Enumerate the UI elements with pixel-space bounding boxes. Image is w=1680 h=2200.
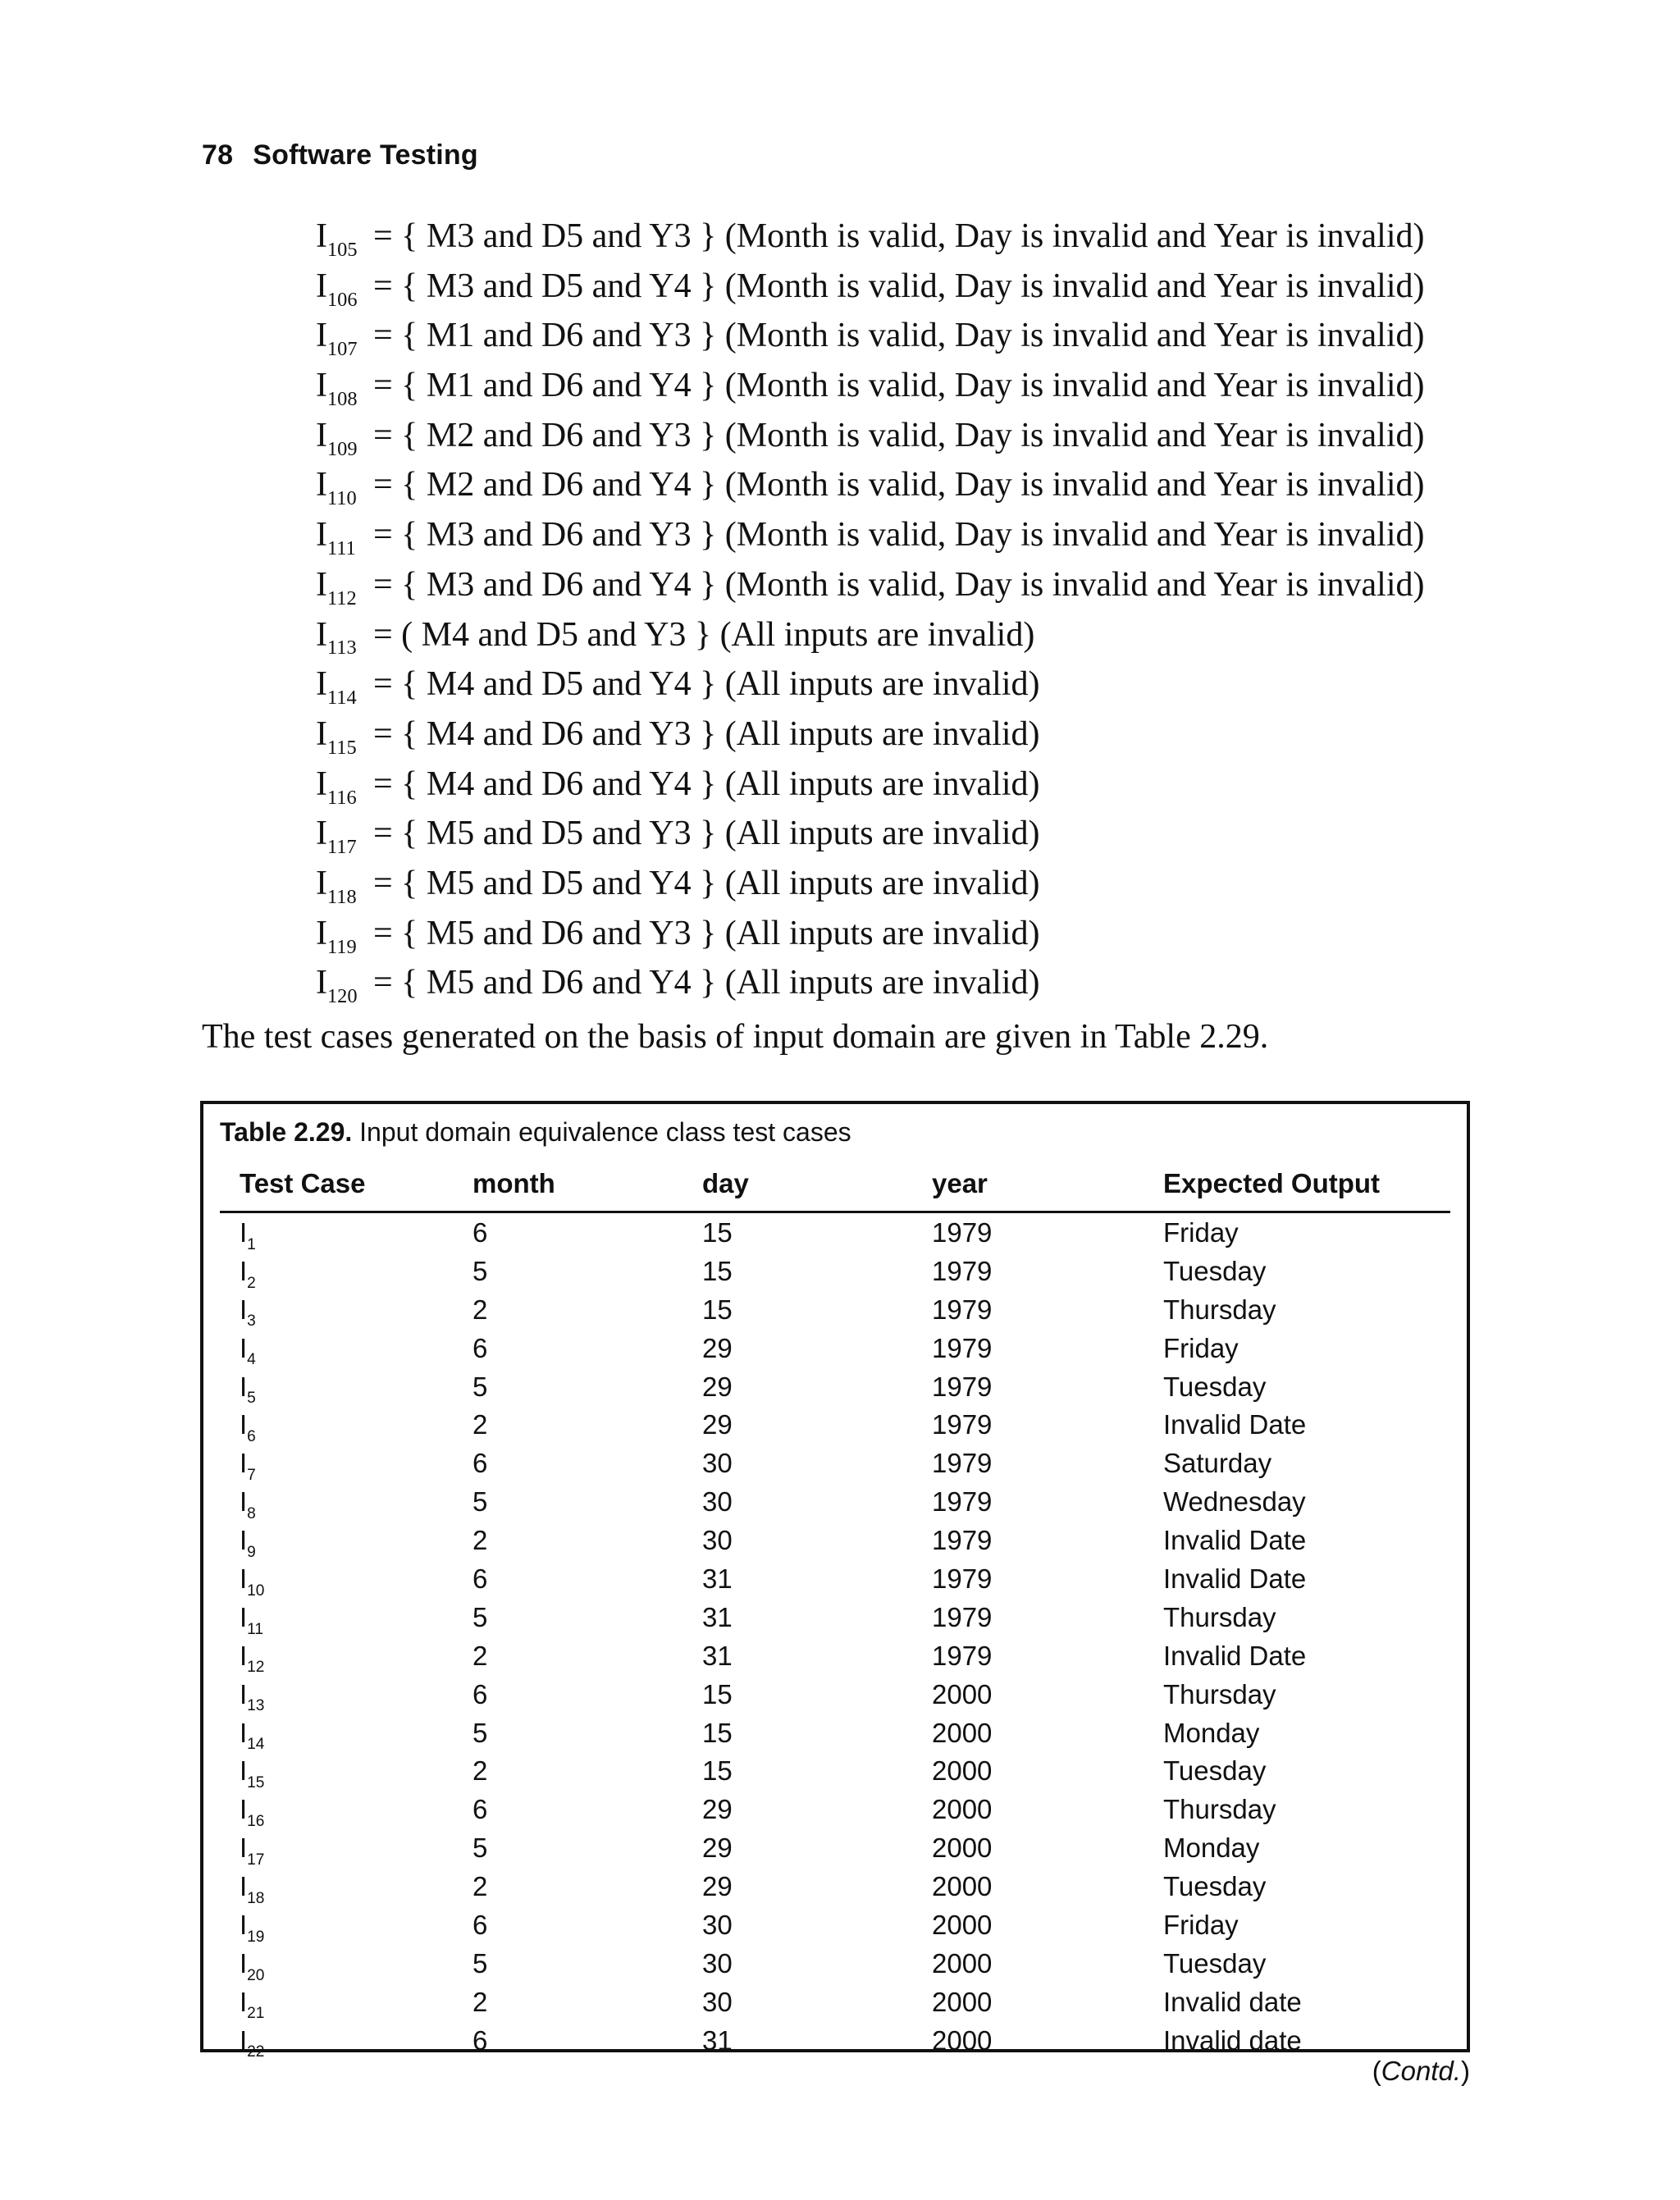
cell-month: 5 — [472, 1371, 488, 1402]
cell-expected-output: Friday — [1163, 1217, 1239, 1248]
definition-line: I110 = { M2 and D6 and Y4 } (Month is valid, Day is invalid and Year is invalid) — [316, 466, 1425, 510]
cell-expected-output: Invalid Date — [1163, 1525, 1307, 1556]
cell-day: 31 — [702, 2024, 733, 2056]
table-row — [220, 1446, 1450, 1485]
table-body — [220, 1216, 1450, 2062]
definition-label: I — [316, 765, 327, 803]
table-row — [220, 1408, 1450, 1446]
cell-expected-output: Tuesday — [1163, 1871, 1267, 1902]
cell-expected-output: Friday — [1163, 1332, 1239, 1363]
cell-test-case: $I_1$ — [240, 1217, 256, 1253]
column-header-year: year — [932, 1168, 988, 1198]
cell-year: 1979 — [932, 1601, 993, 1632]
table-row — [220, 1831, 1450, 1869]
table-row — [220, 1562, 1450, 1600]
cell-test-case: $I_7$ — [240, 1448, 256, 1484]
cell-expected-output: Thursday — [1163, 1601, 1276, 1632]
table-row — [220, 1523, 1450, 1562]
definition-expression: = { M4 and D6 and Y3 } (All inputs are invalid) — [373, 714, 1040, 753]
definition-expression: = { M3 and D6 and Y4 } (Month is valid, Day is invalid and Year is invalid) — [373, 565, 1425, 604]
definition-expression: = { M5 and D6 and Y3 } (All inputs are invalid) — [373, 914, 1040, 952]
cell-month: 5 — [472, 1947, 488, 1979]
body-paragraph: The test cases generated on the basis of input domain are given in Table 2.29. — [202, 1018, 1269, 1056]
cell-year: 1979 — [932, 1294, 993, 1325]
cell-year: 1979 — [932, 1217, 993, 1248]
cell-expected-output: Tuesday — [1163, 1255, 1267, 1286]
page-number: 78 — [202, 139, 234, 171]
definition-expression: = ( M4 and D5 and Y3 } (All inputs are invalid) — [373, 615, 1035, 654]
definition-label: I — [316, 217, 327, 255]
cell-month: 2 — [472, 1640, 488, 1671]
definition-line: I116 = { M4 and D6 and Y4 } (All inputs are invalid) — [316, 765, 1040, 809]
cell-expected-output: Saturday — [1163, 1448, 1272, 1479]
table-row — [220, 1677, 1450, 1716]
definition-line: I120 = { M5 and D6 and Y4 } (All inputs are invalid) — [316, 964, 1040, 1008]
cell-test-case: $I_3$ — [240, 1294, 256, 1330]
definition-label: I — [316, 367, 327, 405]
table-row — [220, 1985, 1450, 2024]
cell-year: 2000 — [932, 1947, 993, 1979]
cell-month: 5 — [472, 1717, 488, 1748]
cell-expected-output: Monday — [1163, 1717, 1260, 1748]
definition-label: I — [316, 914, 327, 952]
cell-test-case: $I_{12}$ — [240, 1640, 265, 1677]
table-caption — [220, 1117, 851, 1148]
cell-day: 15 — [702, 1717, 733, 1748]
cell-test-case: $I_{19}$ — [240, 1910, 265, 1946]
definition-expression: = { M3 and D5 and Y4 } (Month is valid, Day is invalid and Year is invalid) — [373, 267, 1425, 305]
table-row — [220, 1947, 1450, 1985]
definition-line: I107 = { M1 and D6 and Y3 } (Month is valid, Day is invalid and Year is invalid) — [316, 317, 1425, 361]
definition-expression: = { M3 and D6 and Y3 } (Month is valid, Day is invalid and Year is invalid) — [373, 516, 1425, 555]
table-caption-text: Input domain equivalence class test cases — [352, 1117, 851, 1147]
definition-line: I114 = { M4 and D5 and Y4 } (All inputs are invalid) — [316, 665, 1040, 710]
definition-line: I112 = { M3 and D6 and Y4 } (Month is valid, Day is invalid and Year is invalid) — [316, 565, 1425, 609]
cell-day: 15 — [702, 1255, 733, 1286]
cell-test-case: $I_6$ — [240, 1409, 256, 1446]
table-row — [220, 1869, 1450, 1908]
column-header-month: month — [472, 1168, 555, 1198]
definition-line: I119 = { M5 and D6 and Y3 } (All inputs are invalid) — [316, 914, 1040, 958]
cell-day: 30 — [702, 1448, 733, 1479]
table-row — [220, 1370, 1450, 1408]
cell-day: 29 — [702, 1794, 733, 1825]
cell-year: 2000 — [932, 2024, 993, 2056]
cell-expected-output: Thursday — [1163, 1678, 1276, 1709]
definition-line: I106 = { M3 and D5 and Y4 } (Month is valid, Day is invalid and Year is invalid) — [316, 267, 1425, 311]
definition-line: I117 = { M5 and D5 and Y3 } (All inputs are invalid) — [316, 815, 1040, 859]
column-header-expected-output: Expected Output — [1163, 1168, 1381, 1198]
cell-year: 1979 — [932, 1640, 993, 1671]
cell-month: 5 — [472, 1601, 488, 1632]
definition-line: I113 = ( M4 and D5 and Y3 } (All inputs are invalid) — [316, 615, 1035, 660]
cell-day: 29 — [702, 1833, 733, 1864]
cell-test-case: $I_{20}$ — [240, 1947, 265, 1984]
definition-line: I118 = { M5 and D5 and Y4 } (All inputs are invalid) — [316, 864, 1040, 908]
cell-expected-output: Monday — [1163, 1833, 1260, 1864]
cell-test-case: $I_8$ — [240, 1486, 256, 1522]
definition-expression: = { M1 and D6 and Y4 } (Month is valid, Day is invalid and Year is invalid) — [373, 367, 1425, 405]
cell-year: 2000 — [932, 1794, 993, 1825]
cell-year: 2000 — [932, 1833, 993, 1864]
definition-line: I109 = { M2 and D6 and Y3 } (Month is valid, Day is invalid and Year is invalid) — [316, 416, 1425, 460]
cell-test-case: $I_4$ — [240, 1332, 256, 1369]
cell-year: 1979 — [932, 1486, 993, 1518]
cell-expected-output: Thursday — [1163, 1294, 1276, 1325]
cell-day: 15 — [702, 1678, 733, 1709]
table-row — [220, 2024, 1450, 2062]
cell-month: 2 — [472, 1525, 488, 1556]
cell-month: 6 — [472, 1794, 488, 1825]
cell-year: 2000 — [932, 1986, 993, 2017]
definition-expression: = { M4 and D5 and Y4 } (All inputs are invalid) — [373, 665, 1040, 704]
table-row — [220, 1908, 1450, 1947]
definition-expression: = { M5 and D6 and Y4 } (All inputs are invalid) — [373, 964, 1040, 1002]
cell-month: 6 — [472, 1910, 488, 1941]
cell-test-case: $I_{17}$ — [240, 1833, 265, 1869]
cell-expected-output: Tuesday — [1163, 1371, 1267, 1402]
definition-label: I — [316, 416, 327, 454]
cell-month: 2 — [472, 1986, 488, 2017]
cell-day: 31 — [702, 1640, 733, 1671]
cell-year: 1979 — [932, 1409, 993, 1440]
cell-expected-output: Thursday — [1163, 1794, 1276, 1825]
cell-test-case: $I_5$ — [240, 1371, 256, 1408]
cell-month: 6 — [472, 1217, 488, 1248]
cell-month: 6 — [472, 1448, 488, 1479]
table-row — [220, 1216, 1450, 1254]
cell-day: 30 — [702, 1947, 733, 1979]
cell-year: 2000 — [932, 1910, 993, 1941]
table-header-row — [220, 1168, 1450, 1213]
cell-day: 29 — [702, 1409, 733, 1440]
column-header-day: day — [702, 1168, 749, 1198]
cell-day: 30 — [702, 1910, 733, 1941]
cell-month: 6 — [472, 1332, 488, 1363]
definition-label: I — [316, 466, 327, 504]
cell-day: 31 — [702, 1601, 733, 1632]
definition-line: I115 = { M4 and D6 and Y3 } (All inputs are invalid) — [316, 714, 1040, 759]
cell-day: 30 — [702, 1486, 733, 1518]
cell-year: 1979 — [932, 1525, 993, 1556]
cell-day: 29 — [702, 1371, 733, 1402]
cell-test-case: $I_{13}$ — [240, 1678, 265, 1715]
definition-expression: = { M5 and D5 and Y3 } (All inputs are invalid) — [373, 815, 1040, 853]
cell-test-case: $I_{18}$ — [240, 1871, 265, 1907]
definition-line: I108 = { M1 and D6 and Y4 } (Month is valid, Day is invalid and Year is invalid) — [316, 367, 1425, 411]
cell-year: 1979 — [932, 1563, 993, 1595]
definition-label: I — [316, 317, 327, 355]
table-row — [220, 1754, 1450, 1792]
table-row — [220, 1639, 1450, 1677]
cell-month: 2 — [472, 1409, 488, 1440]
running-head — [202, 139, 478, 171]
cell-month: 5 — [472, 1255, 488, 1286]
definition-expression: = { M5 and D5 and Y4 } (All inputs are invalid) — [373, 864, 1040, 902]
definition-label: I — [316, 516, 327, 555]
cell-test-case: $I_2$ — [240, 1255, 256, 1292]
cell-day: 15 — [702, 1294, 733, 1325]
cell-day: 15 — [702, 1217, 733, 1248]
continued-note: (Contd.) — [1372, 2056, 1470, 2086]
cell-day: 15 — [702, 1755, 733, 1787]
cell-year: 1979 — [932, 1371, 993, 1402]
definition-expression: = { M3 and D5 and Y3 } (Month is valid, Day is invalid and Year is invalid) — [373, 217, 1425, 255]
cell-month: 2 — [472, 1294, 488, 1325]
cell-expected-output: Tuesday — [1163, 1755, 1267, 1787]
cell-month: 2 — [472, 1755, 488, 1787]
table-row — [220, 1485, 1450, 1523]
definition-line: I105 = { M3 and D5 and Y3 } (Month is valid, Day is invalid and Year is invalid) — [316, 217, 1425, 261]
cell-year: 2000 — [932, 1717, 993, 1748]
cell-test-case: $I_{21}$ — [240, 1986, 265, 2023]
cell-test-case: $I_{11}$ — [240, 1601, 264, 1638]
cell-day: 29 — [702, 1871, 733, 1902]
cell-expected-output: Wednesday — [1163, 1486, 1306, 1518]
cell-expected-output: Friday — [1163, 1910, 1239, 1941]
cell-expected-output: Invalid date — [1163, 2024, 1302, 2056]
table-caption-number: Table 2.29. — [220, 1117, 353, 1147]
definition-label: I — [316, 565, 327, 604]
column-header-test-case: Test Case — [240, 1168, 366, 1198]
table-row — [220, 1716, 1450, 1755]
cell-test-case: $I_{16}$ — [240, 1794, 265, 1830]
cell-month: 6 — [472, 1563, 488, 1595]
cell-test-case: $I_{22}$ — [240, 2024, 265, 2061]
definition-label: I — [316, 864, 327, 902]
cell-year: 1979 — [932, 1448, 993, 1479]
cell-month: 2 — [472, 1871, 488, 1902]
cell-day: 29 — [702, 1332, 733, 1363]
book-title: Software Testing — [253, 139, 478, 171]
definition-expression: = { M1 and D6 and Y3 } (Month is valid, Day is invalid and Year is invalid) — [373, 317, 1425, 355]
cell-year: 1979 — [932, 1332, 993, 1363]
definition-expression: = { M2 and D6 and Y3 } (Month is valid, Day is invalid and Year is invalid) — [373, 416, 1425, 454]
cell-month: 6 — [472, 2024, 488, 2056]
definition-expression: = { M4 and D6 and Y4 } (All inputs are invalid) — [373, 765, 1040, 803]
cell-day: 31 — [702, 1563, 733, 1595]
equivalence-class-definitions — [316, 212, 1425, 1008]
cell-test-case: $I_{10}$ — [240, 1563, 265, 1600]
cell-expected-output: Invalid date — [1163, 1986, 1302, 2017]
definition-label: I — [316, 615, 327, 654]
cell-expected-output: Invalid Date — [1163, 1409, 1307, 1440]
cell-day: 30 — [702, 1525, 733, 1556]
definition-label: I — [316, 665, 327, 704]
cell-day: 30 — [702, 1986, 733, 2017]
definition-label: I — [316, 267, 327, 305]
definition-line: I111 = { M3 and D6 and Y3 } (Month is valid, Day is invalid and Year is invalid) — [316, 516, 1425, 560]
cell-month: 6 — [472, 1678, 488, 1709]
table-row — [220, 1254, 1450, 1293]
cell-expected-output: Invalid Date — [1163, 1640, 1307, 1671]
definition-label: I — [316, 964, 327, 1002]
cell-year: 2000 — [932, 1755, 993, 1787]
cell-month: 5 — [472, 1486, 488, 1518]
table-row — [220, 1293, 1450, 1331]
definition-label: I — [316, 815, 327, 853]
cell-test-case: $I_9$ — [240, 1525, 256, 1561]
cell-month: 5 — [472, 1833, 488, 1864]
cell-expected-output: Invalid Date — [1163, 1563, 1307, 1595]
table-row — [220, 1792, 1450, 1831]
cell-expected-output: Tuesday — [1163, 1947, 1267, 1979]
cell-test-case: $I_{15}$ — [240, 1755, 265, 1792]
table-row — [220, 1331, 1450, 1370]
test-case-table — [200, 1101, 1470, 2061]
definition-expression: = { M2 and D6 and Y4 } (Month is valid, Day is invalid and Year is invalid) — [373, 466, 1425, 504]
table-row — [220, 1600, 1450, 1639]
cell-year: 1979 — [932, 1255, 993, 1286]
cell-test-case: $I_{14}$ — [240, 1717, 265, 1754]
definition-label: I — [316, 714, 327, 753]
cell-year: 2000 — [932, 1678, 993, 1709]
cell-year: 2000 — [932, 1871, 993, 1902]
